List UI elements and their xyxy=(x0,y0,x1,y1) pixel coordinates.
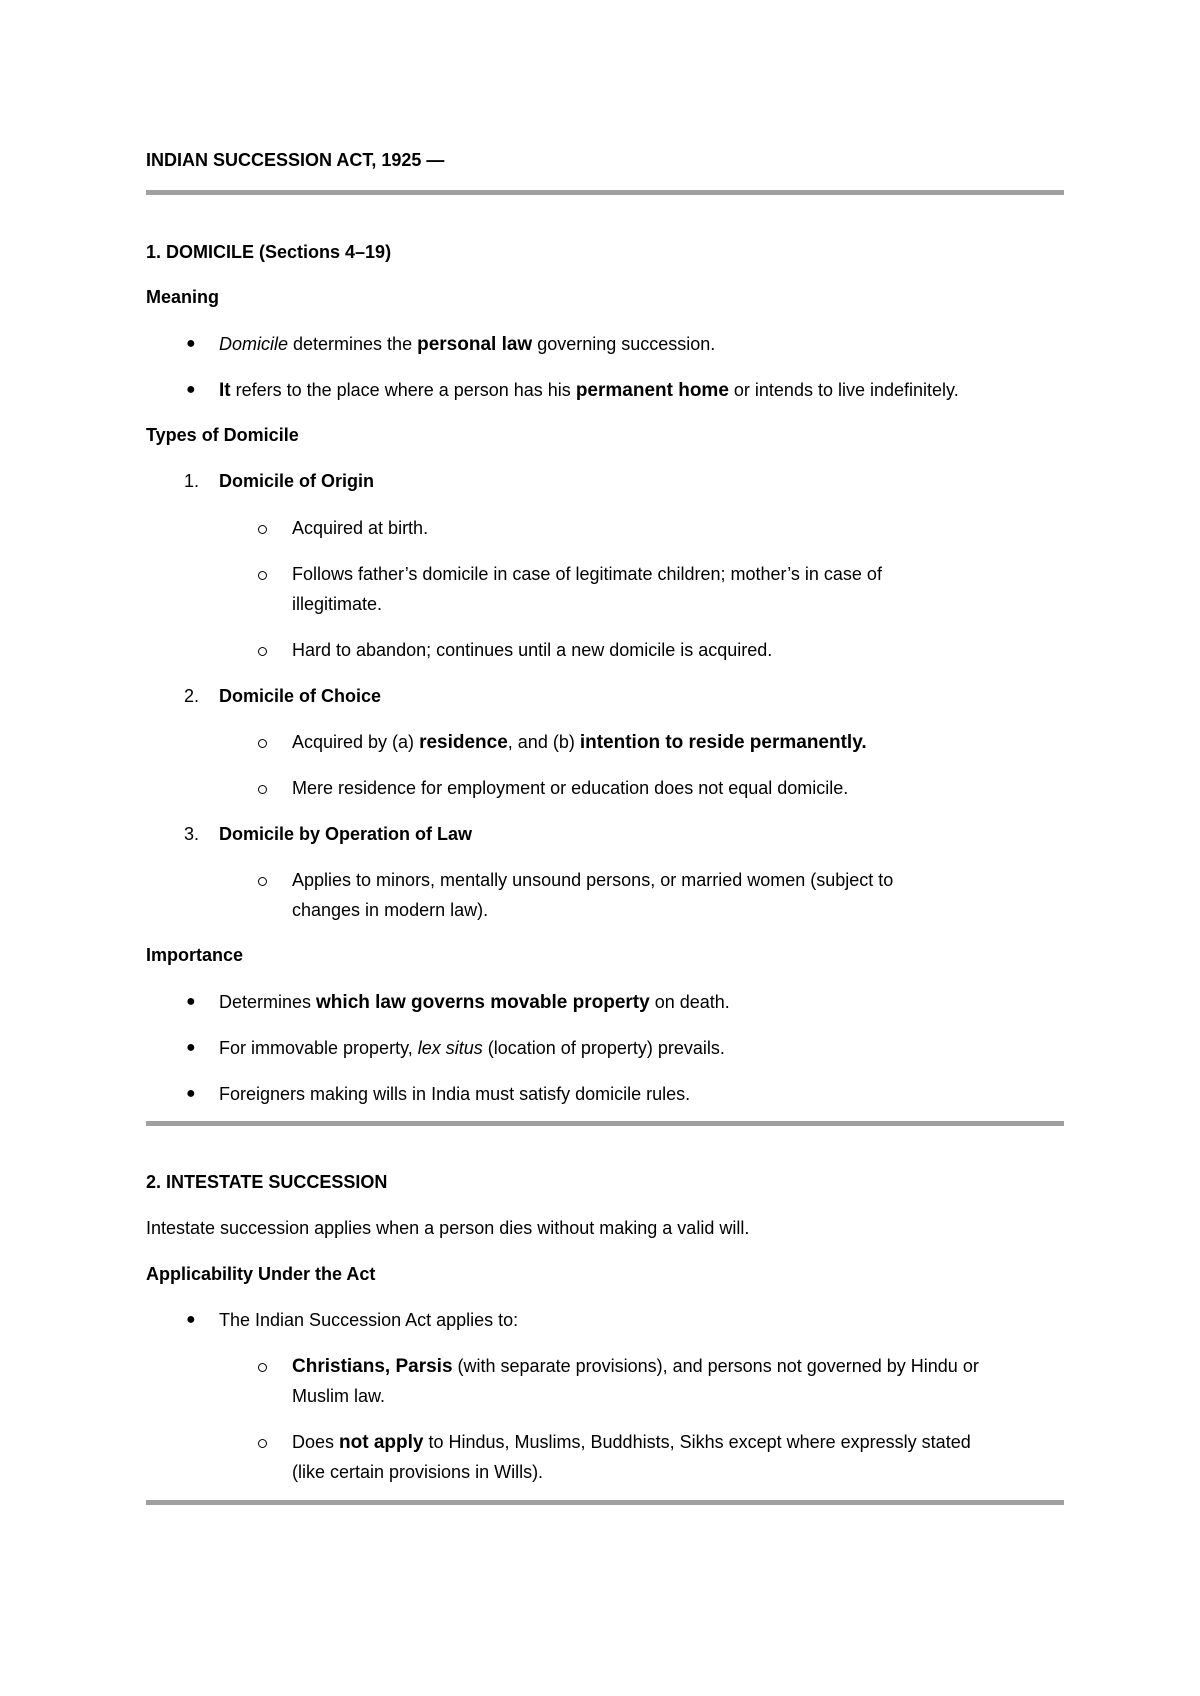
type-3-label: Domicile by Operation of Law xyxy=(219,824,473,844)
meaning-item-1 xyxy=(219,332,715,357)
intestate-intro: Intestate succession applies when a person dies without making a valid will. xyxy=(146,1218,750,1238)
importance-heading: Importance xyxy=(146,945,244,965)
choice-point-2: Mere residence for employment or education does not equal domicile. xyxy=(292,778,849,798)
circle-bullet-icon xyxy=(258,647,267,656)
emphasis: intention to reside permanently xyxy=(579,732,862,753)
origin-point-2-line-1: Follows father’s domicile in case of legitimate children; mother’s in case of xyxy=(292,564,882,584)
origin-point-2-line-2: illegitimate. xyxy=(292,594,383,614)
bullet-icon: ● xyxy=(186,1311,196,1328)
emphasis: personal law xyxy=(417,334,533,355)
bullet-icon: ● xyxy=(186,1085,196,1102)
section-1-heading: 1. DOMICILE (Sections 4–19) xyxy=(146,242,392,262)
type-2-label: Domicile of Choice xyxy=(219,686,382,706)
applicability-heading: Applicability Under the Act xyxy=(146,1264,376,1284)
text: to Hindus, Muslims, Buddhists, Sikhs except where expressly stated xyxy=(423,1432,971,1452)
emphasis: . xyxy=(861,732,867,753)
text: refers to the place where a person has his xyxy=(230,380,576,400)
text: Does xyxy=(292,1432,340,1452)
text: Acquired by (a) xyxy=(292,732,420,752)
document-title: INDIAN SUCCESSION ACT, 1925 — xyxy=(146,150,445,170)
text: , and (b) xyxy=(507,732,580,752)
text: governing succession. xyxy=(532,334,716,354)
importance-item-2 xyxy=(219,1036,725,1060)
origin-point-3: Hard to abandon; continues until a new domicile is acquired. xyxy=(292,640,773,660)
text: (with separate provisions), and persons not governed by Hindu or xyxy=(452,1356,979,1376)
list-number: 3. xyxy=(184,824,200,844)
circle-bullet-icon xyxy=(258,739,267,748)
applicability-point-2-line-2: (like certain provisions in Wills). xyxy=(292,1462,544,1482)
bullet-icon: ● xyxy=(186,1039,196,1056)
text: For immovable property, xyxy=(219,1038,418,1058)
section-divider xyxy=(146,1500,1064,1505)
operation-point-1-line-1: Applies to minors, mentally unsound persons, or married women (subject to xyxy=(292,870,894,890)
text: on death. xyxy=(649,992,730,1012)
emphasis: permanent home xyxy=(575,380,729,401)
emphasis: Christians, Parsis xyxy=(292,1356,453,1377)
text: Determines xyxy=(219,992,317,1012)
importance-item-1 xyxy=(219,990,730,1015)
emphasis: It xyxy=(219,380,231,401)
applicability-item-1: The Indian Succession Act applies to: xyxy=(219,1310,519,1330)
applicability-point-1-line-2: Muslim law. xyxy=(292,1386,386,1406)
circle-bullet-icon xyxy=(258,525,267,534)
list-number: 1. xyxy=(184,471,200,491)
circle-bullet-icon xyxy=(258,877,267,886)
text: or intends to live indefinitely. xyxy=(728,380,959,400)
applicability-point-2-line-1 xyxy=(292,1430,971,1455)
importance-item-3: Foreigners making wills in India must satisfy domicile rules. xyxy=(219,1084,691,1104)
list-number: 2. xyxy=(184,686,200,706)
types-heading: Types of Domicile xyxy=(146,425,299,445)
emphasis: residence xyxy=(419,732,508,753)
origin-point-1: Acquired at birth. xyxy=(292,518,429,538)
type-1-label: Domicile of Origin xyxy=(219,471,375,491)
text: (location of property) prevails. xyxy=(482,1038,725,1058)
applicability-point-1-line-1 xyxy=(292,1354,979,1379)
circle-bullet-icon xyxy=(258,571,267,580)
emphasis: which law governs movable property xyxy=(316,992,650,1013)
choice-point-1 xyxy=(292,730,867,755)
circle-bullet-icon xyxy=(258,1439,267,1448)
emphasis: not apply xyxy=(339,1432,424,1453)
title-divider xyxy=(146,190,1064,195)
bullet-icon: ● xyxy=(186,993,196,1010)
term-lex-situs: lex situs xyxy=(417,1038,483,1058)
meaning-item-2 xyxy=(219,378,959,403)
term-domicile: Domicile xyxy=(219,334,289,354)
bullet-icon: ● xyxy=(186,335,196,352)
section-2-heading: 2. INTESTATE SUCCESSION xyxy=(146,1172,388,1192)
bullet-icon: ● xyxy=(186,381,196,398)
circle-bullet-icon xyxy=(258,785,267,794)
section-divider xyxy=(146,1121,1064,1126)
circle-bullet-icon xyxy=(258,1363,267,1372)
operation-point-1-line-2: changes in modern law). xyxy=(292,900,489,920)
text: determines the xyxy=(288,334,418,354)
meaning-heading: Meaning xyxy=(146,287,220,307)
